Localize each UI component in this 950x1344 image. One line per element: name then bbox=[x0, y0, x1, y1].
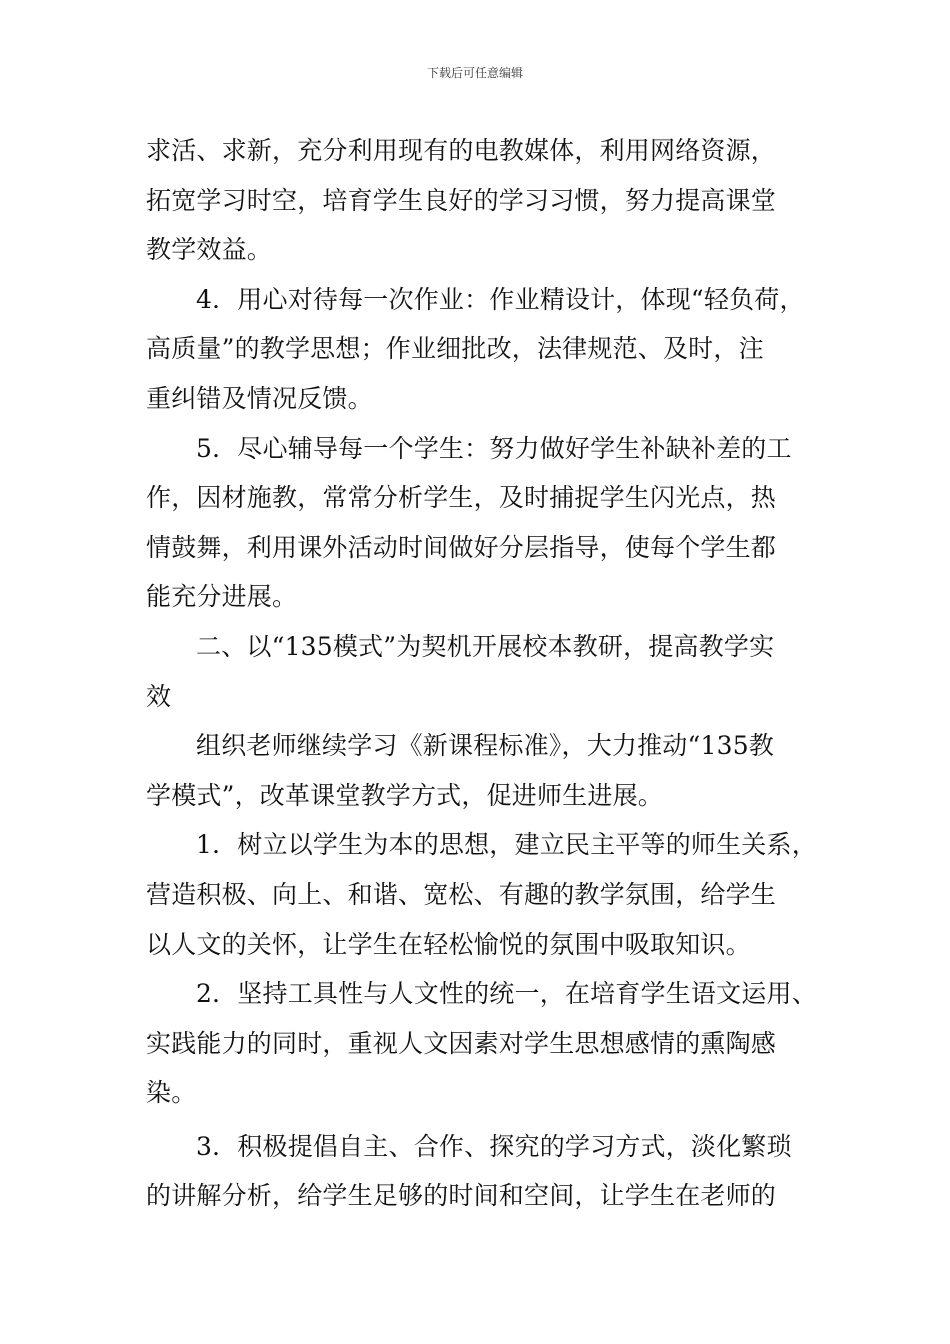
paragraph-start-line: 2．坚持工具性与人文性的统一，在培育学生语文运用、 bbox=[196, 979, 817, 1009]
section-heading-line: 效 bbox=[146, 681, 172, 711]
text-line: 实践能力的同时，重视人文因素对学生思想感情的熏陶感 bbox=[146, 1028, 777, 1058]
text-line: 作，因材施教，常常分析学生，及时捕捉学生闪光点，热 bbox=[146, 483, 777, 513]
text-line: 拓宽学习时空，培育学生良好的学习习惯，努力提高课堂 bbox=[146, 185, 777, 215]
text-line: 高质量”的教学思想；作业细批改，法律规范、及时，注 bbox=[146, 334, 764, 364]
text-line: 教学效益。 bbox=[146, 235, 273, 265]
page-header bbox=[0, 63, 950, 83]
paragraph-start-line: 4．用心对待每一次作业：作业精设计，体现“轻负荷， bbox=[196, 284, 805, 314]
paragraph-start-line: 组织老师继续学习《新课程标准》，大力推动“135教 bbox=[196, 731, 774, 761]
paragraph-start-line: 3．积极提倡自主、合作、探究的学习方式，淡化繁琐 bbox=[196, 1131, 792, 1161]
text-line: 的讲解分析，给学生足够的时间和空间，让学生在老师的 bbox=[146, 1181, 777, 1211]
text-line: 能充分进展。 bbox=[146, 582, 298, 612]
document-body bbox=[146, 126, 816, 1221]
section-heading-line: 二、以“135模式”为契机开展校本教研，提高教学实 bbox=[196, 631, 775, 661]
paragraph-start-line: 5．尽心辅导每一个学生：努力做好学生补缺补差的工 bbox=[196, 433, 792, 463]
text-line: 营造积极、向上、和谐、宽松、有趣的教学氛围，给学生 bbox=[146, 879, 777, 909]
header-text: 下载后可任意编辑 bbox=[426, 66, 523, 80]
text-line: 求活、求新，充分利用现有的电教媒体，利用网络资源， bbox=[146, 136, 777, 165]
text-line: 染。 bbox=[146, 1078, 197, 1108]
text-line: 以人文的关怀，让学生在轻松愉悦的氛围中吸取知识。 bbox=[146, 929, 751, 959]
text-line: 学模式”，改革课堂教学方式，促进师生进展。 bbox=[146, 780, 663, 810]
paragraph-start-line: 1．树立以学生为本的思想，建立民主平等的师生关系， bbox=[196, 830, 817, 860]
text-line: 情鼓舞，利用课外活动时间做好分层指导，使每个学生都 bbox=[146, 532, 777, 562]
text-line: 重纠错及情况反馈。 bbox=[146, 383, 373, 413]
